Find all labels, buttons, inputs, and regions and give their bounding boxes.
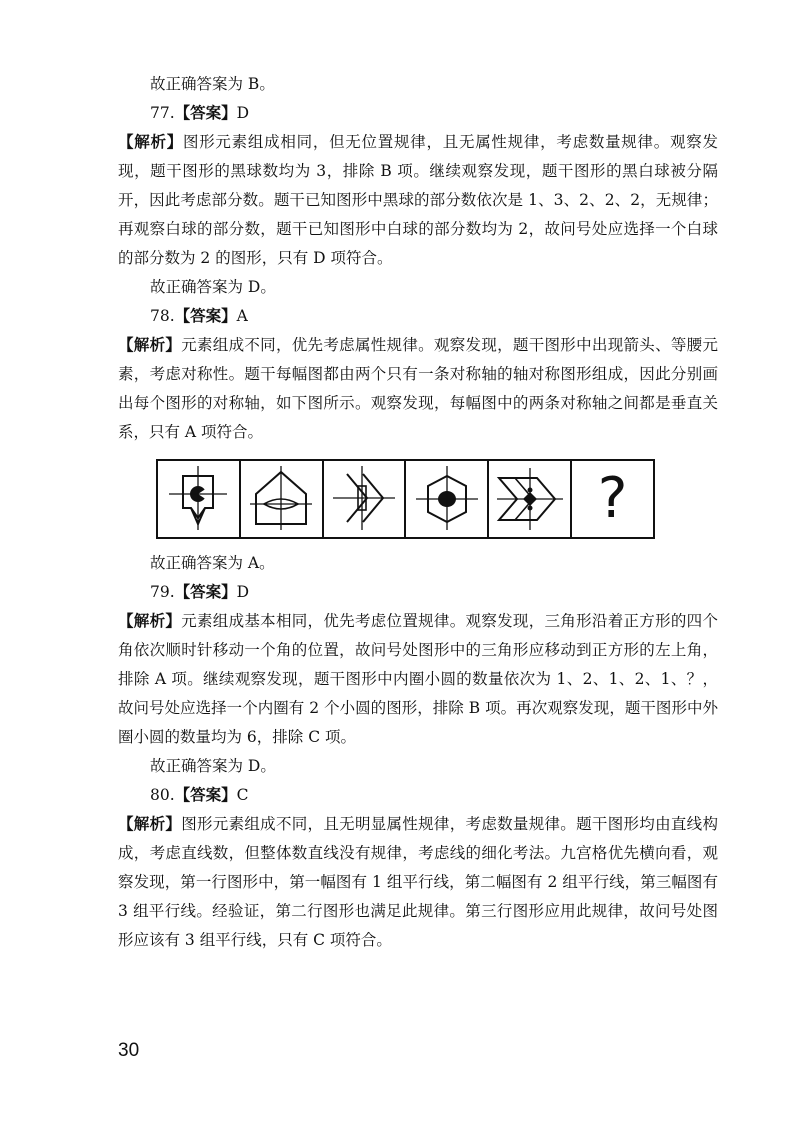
q80-analysis-text: 图形元素组成不同，且无明显属性规律，考虑数量规律。题干图形均由直线构成，考虑直线数，但整体数直线没有规律，考虑线的细化考法。九宫格优先横向看，观察发现，第一行图形中，第一幅图有 1 组平行线，第二幅图有 2 组平行线，第三幅图有 3 组平行线。经验证，第二行图形也满足此规律。第三行图形应用此规律，故问号处图形应该有 3 组平行线，只有 C 项符合。 xyxy=(118,815,718,949)
q80-answer: C xyxy=(236,786,249,804)
q79-answer-label: 【答案】 xyxy=(174,583,237,601)
q80-analysis xyxy=(118,810,718,955)
figure-4 xyxy=(406,461,489,537)
figure-6-question xyxy=(572,461,653,537)
q79-conclusion: 故正确答案为 D。 xyxy=(150,757,276,775)
q77-number: 77. xyxy=(150,104,175,122)
figure-3 xyxy=(324,461,407,537)
q79-analysis-text: 元素组成基本相同，优先考虑位置规律。观察发现，三角形沿着正方形的四个角依次顺时针移动一个角的位置，故问号处图形中的三角形应移动到正方形的左上角，排除 A 项。继续观察发现，题干图形中内圈小圆的数量依次为 1、2、1、2、1、？，故问号处应选择一个内圈有 2 个小圆的图形，排除 B 项。再次观察发现，题干图形中外圈小圆的数量均为 6，排除 C 项。 xyxy=(118,612,718,746)
q77-analysis-text: 图形元素组成相同，但无位置规律，且无属性规律，考虑数量规律。观察发现，题干图形的黑球数均为 3，排除 B 项。继续观察发现，题干图形的黑白球被分隔开，因此考虑部分数。题干已知图形中黑球的部分数依次是 1、3、2、2、2，无规律；再观察白球的部分数，题干已知图形中白球的部分数均为 2，故问号处应选择一个白球的部分数为 2 的图形，只有 D 项符合。 xyxy=(118,133,718,267)
figure-4-drawing xyxy=(410,464,484,534)
q78-number: 78. xyxy=(150,307,175,325)
q79-answer: D xyxy=(236,583,250,601)
figure-1-drawing xyxy=(161,464,235,534)
q77-answer: D xyxy=(236,104,250,122)
question-mark: ? xyxy=(597,466,628,531)
q78-answer: A xyxy=(236,307,248,325)
figure-2-drawing xyxy=(244,464,318,534)
figure-5-drawing xyxy=(493,464,567,534)
q79-analysis-label: 【解析】 xyxy=(118,612,182,630)
q78-answer-label: 【答案】 xyxy=(174,307,237,325)
page-number: 30 xyxy=(118,1040,140,1061)
q77-analysis xyxy=(118,128,718,273)
figure-2 xyxy=(241,461,324,537)
figure-1 xyxy=(158,461,241,537)
figure-5 xyxy=(489,461,572,537)
q80-analysis-label: 【解析】 xyxy=(118,815,182,833)
page-body xyxy=(118,70,718,955)
q80-answer-line xyxy=(118,781,718,810)
q77-answer-line xyxy=(118,99,718,128)
q78-figure-row xyxy=(156,459,655,539)
q77-analysis-label: 【解析】 xyxy=(118,133,183,151)
q78-analysis-label: 【解析】 xyxy=(118,336,182,354)
q80-answer-label: 【答案】 xyxy=(174,786,237,804)
q77-conclusion: 故正确答案为 D。 xyxy=(150,278,276,296)
q78-analysis xyxy=(118,331,718,447)
q79-number: 79. xyxy=(150,583,175,601)
q76-conclusion: 故正确答案为 B。 xyxy=(150,75,275,93)
q78-conclusion: 故正确答案为 A。 xyxy=(150,554,275,572)
q78-answer-line xyxy=(118,302,718,331)
figure-3-drawing xyxy=(327,464,401,534)
q80-number: 80. xyxy=(150,786,175,804)
q79-analysis xyxy=(118,607,718,752)
q78-analysis-text: 元素组成不同，优先考虑属性规律。观察发现，题干图形中出现箭头、等腰元素，考虑对称性。题干每幅图都由两个只有一条对称轴的轴对称图形组成，因此分别画出每个图形的对称轴，如下图所示。观察发现，每幅图中的两条对称轴之间都是垂直关系，只有 A 项符合。 xyxy=(118,336,718,441)
q77-answer-label: 【答案】 xyxy=(174,104,237,122)
q79-answer-line xyxy=(118,578,718,607)
